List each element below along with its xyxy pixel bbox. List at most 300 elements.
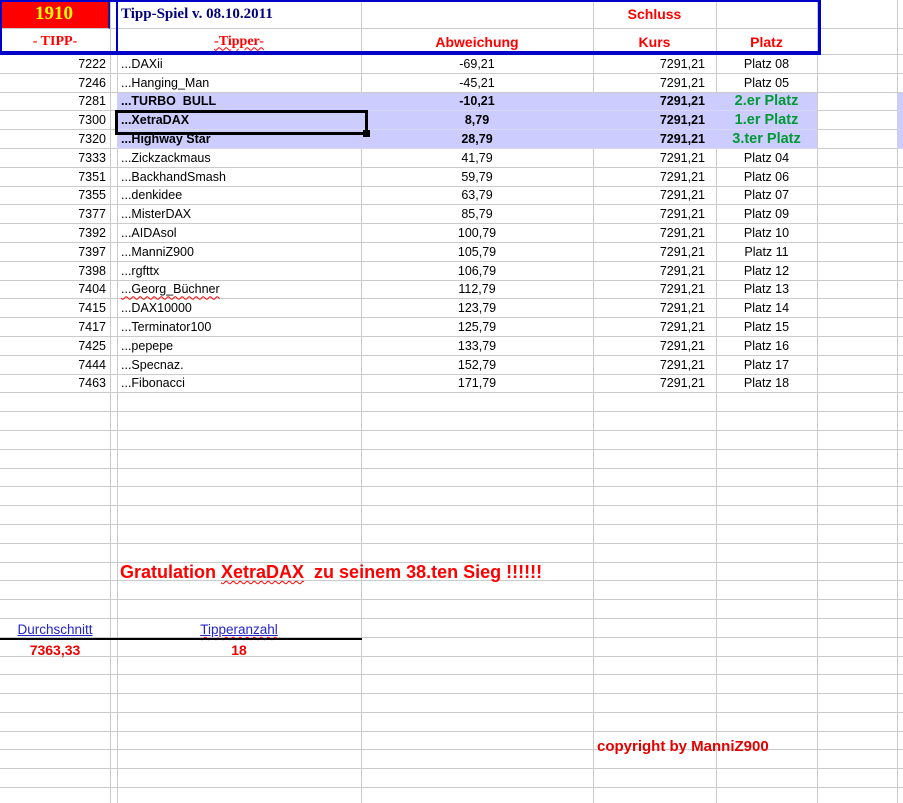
cell-kurs[interactable] — [593, 788, 716, 803]
schluss-label-cell[interactable]: Schluss — [593, 0, 716, 29]
cell-tipp[interactable]: 7377 — [0, 205, 110, 224]
cell-platz[interactable] — [716, 393, 817, 412]
empty-cell[interactable] — [817, 638, 897, 657]
cell-platz[interactable] — [716, 544, 817, 563]
cell-kurs[interactable] — [593, 431, 716, 450]
edge-cell[interactable] — [897, 431, 903, 450]
empty-cell[interactable] — [817, 187, 897, 206]
empty-cell[interactable] — [817, 130, 897, 149]
cell-tipper[interactable] — [117, 450, 361, 469]
edge-cell[interactable] — [897, 111, 903, 130]
edge-cell[interactable] — [897, 506, 903, 525]
cell-tipper[interactable]: ...Fibonacci — [117, 375, 361, 394]
cell-kurs[interactable]: 7291,21 — [593, 281, 716, 300]
cell-tipper[interactable] — [117, 675, 361, 694]
cell-abweichung[interactable]: 171,79 — [361, 375, 593, 394]
column-header-platz[interactable]: Platz — [716, 29, 817, 55]
cell-abweichung[interactable] — [361, 525, 593, 544]
cell-platz[interactable]: Platz 15 — [716, 318, 817, 337]
cell-platz[interactable] — [716, 788, 817, 803]
edge-cell[interactable] — [897, 262, 903, 281]
cell-kurs[interactable]: 7291,21 — [593, 168, 716, 187]
edge-cell[interactable] — [897, 356, 903, 375]
empty-cell[interactable] — [817, 74, 897, 93]
edge-cell[interactable] — [897, 337, 903, 356]
cell-platz[interactable]: Platz 08 — [716, 55, 817, 74]
edge-cell[interactable] — [897, 619, 903, 638]
edge-cell[interactable] — [897, 769, 903, 788]
empty-cell[interactable] — [817, 375, 897, 394]
cell-platz[interactable] — [716, 525, 817, 544]
edge-cell[interactable] — [897, 281, 903, 300]
empty-cell[interactable] — [817, 281, 897, 300]
cell-tipp[interactable]: 7397 — [0, 243, 110, 262]
cell-abweichung[interactable]: 106,79 — [361, 262, 593, 281]
cell-abweichung[interactable] — [361, 487, 593, 506]
cell-abweichung[interactable]: 100,79 — [361, 224, 593, 243]
cell-tipp[interactable]: 7404 — [0, 281, 110, 300]
empty-cell[interactable] — [817, 581, 897, 600]
empty-cell[interactable] — [817, 544, 897, 563]
cell-platz[interactable]: Platz 05 — [716, 74, 817, 93]
cell-platz[interactable] — [716, 657, 817, 676]
cell-abweichung[interactable] — [361, 600, 593, 619]
cell-tipper[interactable]: ...denkidee — [117, 187, 361, 206]
cell-tipp[interactable] — [0, 694, 110, 713]
edge-cell[interactable] — [897, 243, 903, 262]
cell-tipp[interactable] — [0, 450, 110, 469]
cell-platz[interactable] — [716, 469, 817, 488]
spacer-cell[interactable] — [110, 412, 117, 431]
empty-cell[interactable] — [817, 168, 897, 187]
edge-cell[interactable] — [897, 375, 903, 394]
cell-platz[interactable] — [716, 412, 817, 431]
cell-tipper[interactable] — [117, 788, 361, 803]
cell-tipper[interactable]: ...DAXii — [117, 55, 361, 74]
cell-platz[interactable] — [716, 638, 817, 657]
cell-platz[interactable]: Platz 11 — [716, 243, 817, 262]
cell-tipper[interactable]: ...DAX10000 — [117, 299, 361, 318]
cell-tipp[interactable]: 7281 — [0, 93, 110, 112]
edge-cell[interactable] — [897, 581, 903, 600]
edge-cell[interactable] — [897, 732, 903, 751]
empty-cell[interactable] — [817, 675, 897, 694]
spacer-cell[interactable] — [110, 544, 117, 563]
cell-abweichung[interactable]: 123,79 — [361, 299, 593, 318]
empty-cell[interactable] — [817, 318, 897, 337]
empty-cell[interactable] — [817, 111, 897, 130]
cell-abweichung[interactable] — [361, 393, 593, 412]
spacer-cell[interactable] — [110, 619, 117, 638]
empty-cell[interactable] — [897, 29, 903, 55]
cell-platz[interactable] — [716, 619, 817, 638]
cell-platz[interactable] — [716, 431, 817, 450]
cell-abweichung[interactable] — [361, 506, 593, 525]
cell-abweichung[interactable]: 152,79 — [361, 356, 593, 375]
cell-kurs[interactable] — [593, 544, 716, 563]
cell-tipp[interactable]: 7425 — [0, 337, 110, 356]
cell-abweichung[interactable]: 85,79 — [361, 205, 593, 224]
spacer-cell[interactable] — [110, 356, 117, 375]
cell-tipper[interactable] — [117, 393, 361, 412]
cell-platz[interactable]: Platz 13 — [716, 281, 817, 300]
cell-tipp[interactable] — [0, 525, 110, 544]
cell-kurs[interactable]: 7291,21 — [593, 262, 716, 281]
edge-cell[interactable] — [897, 657, 903, 676]
cell-tipp[interactable] — [0, 750, 110, 769]
column-header-kurs[interactable]: Kurs — [593, 29, 716, 55]
cell-platz[interactable]: 1.er Platz — [716, 111, 817, 130]
cell-tipper[interactable]: ...Specnaz. — [117, 356, 361, 375]
cell-platz[interactable]: Platz 06 — [716, 168, 817, 187]
cell-tipper[interactable] — [117, 600, 361, 619]
empty-cell[interactable] — [817, 769, 897, 788]
cell-tipp[interactable] — [0, 581, 110, 600]
cell-kurs[interactable]: 7291,21 — [593, 111, 716, 130]
cell-tipper[interactable] — [117, 694, 361, 713]
spacer-cell[interactable] — [110, 262, 117, 281]
spacer-cell[interactable] — [110, 750, 117, 769]
cell-tipp[interactable] — [0, 412, 110, 431]
spacer-cell[interactable] — [110, 769, 117, 788]
empty-cell[interactable] — [817, 563, 897, 582]
cell-abweichung[interactable] — [361, 657, 593, 676]
cell-platz[interactable] — [716, 487, 817, 506]
cell-platz[interactable] — [716, 675, 817, 694]
cell-tipper[interactable] — [117, 544, 361, 563]
cell-tipper[interactable]: ...XetraDAX — [117, 111, 361, 130]
cell-tipp[interactable]: 7300 — [0, 111, 110, 130]
cell-kurs[interactable] — [593, 393, 716, 412]
edge-cell[interactable] — [897, 412, 903, 431]
empty-cell[interactable] — [817, 506, 897, 525]
cell-kurs[interactable] — [593, 450, 716, 469]
spacer-cell[interactable] — [110, 299, 117, 318]
empty-cell[interactable] — [817, 732, 897, 751]
cell-abweichung[interactable]: 63,79 — [361, 187, 593, 206]
sheet-title-cell[interactable]: Tipp-Spiel v. 08.10.2011 — [117, 0, 361, 29]
edge-cell[interactable] — [897, 638, 903, 657]
cell-tipper[interactable] — [117, 506, 361, 525]
cell-abweichung[interactable]: 133,79 — [361, 337, 593, 356]
cell-tipper[interactable] — [117, 657, 361, 676]
edge-cell[interactable] — [897, 487, 903, 506]
spacer-cell[interactable] — [110, 93, 117, 112]
spacer-cell[interactable] — [110, 487, 117, 506]
cell-tipper[interactable]: ...pepepe — [117, 337, 361, 356]
cell-tipp[interactable]: 7444 — [0, 356, 110, 375]
cell-tipp[interactable]: 7463 — [0, 375, 110, 394]
empty-cell[interactable] — [817, 337, 897, 356]
empty-cell[interactable] — [817, 750, 897, 769]
cell-abweichung[interactable] — [361, 469, 593, 488]
cell-tipper[interactable] — [117, 431, 361, 450]
spacer-cell[interactable] — [110, 205, 117, 224]
spacer-cell[interactable] — [110, 713, 117, 732]
cell-tipp[interactable] — [0, 431, 110, 450]
cell-tipper[interactable] — [117, 487, 361, 506]
cell-abweichung[interactable]: 41,79 — [361, 149, 593, 168]
spacer-cell[interactable] — [110, 337, 117, 356]
cell-platz[interactable] — [716, 600, 817, 619]
cell-kurs[interactable]: 7291,21 — [593, 356, 716, 375]
cell-tipper[interactable] — [117, 769, 361, 788]
cell-kurs[interactable]: 7291,21 — [593, 205, 716, 224]
edge-cell[interactable] — [897, 750, 903, 769]
cell-platz[interactable]: Platz 18 — [716, 375, 817, 394]
spacer-cell[interactable] — [110, 657, 117, 676]
edge-cell[interactable] — [897, 55, 903, 74]
empty-cell[interactable] — [817, 412, 897, 431]
column-header-tipper[interactable] — [117, 29, 361, 55]
spacer-cell[interactable] — [110, 525, 117, 544]
cell-platz[interactable] — [716, 581, 817, 600]
spacer-cell[interactable] — [110, 563, 117, 582]
cell-tipp[interactable]: 7320 — [0, 130, 110, 149]
cell-kurs[interactable] — [593, 412, 716, 431]
cell-platz[interactable]: Platz 04 — [716, 149, 817, 168]
cell-abweichung[interactable]: 105,79 — [361, 243, 593, 262]
spacer-cell[interactable] — [110, 450, 117, 469]
edge-cell[interactable] — [897, 694, 903, 713]
spacer-cell[interactable] — [110, 732, 117, 751]
empty-cell[interactable] — [817, 469, 897, 488]
cell-kurs[interactable]: 7291,21 — [593, 74, 716, 93]
cell-kurs[interactable] — [593, 469, 716, 488]
spacer-cell[interactable] — [110, 638, 117, 657]
cell-kurs[interactable] — [593, 769, 716, 788]
cell-platz[interactable]: 2.er Platz — [716, 93, 817, 112]
cell-abweichung[interactable] — [361, 713, 593, 732]
spacer-cell[interactable] — [110, 29, 117, 55]
cell-kurs[interactable]: 7291,21 — [593, 93, 716, 112]
empty-cell[interactable] — [817, 299, 897, 318]
empty-cell[interactable] — [817, 450, 897, 469]
edge-cell[interactable] — [897, 187, 903, 206]
edge-cell[interactable] — [897, 149, 903, 168]
cell-abweichung[interactable] — [361, 694, 593, 713]
cell-kurs[interactable]: 7291,21 — [593, 375, 716, 394]
edge-cell[interactable] — [897, 299, 903, 318]
game-number-cell[interactable]: 1910 — [0, 0, 110, 29]
cell-abweichung[interactable] — [361, 544, 593, 563]
empty-cell[interactable] — [817, 600, 897, 619]
cell-abweichung[interactable]: -45,21 — [361, 74, 593, 93]
spacer-cell[interactable] — [110, 0, 117, 29]
empty-cell[interactable] — [817, 487, 897, 506]
empty-cell[interactable] — [817, 713, 897, 732]
cell-tipp[interactable] — [0, 469, 110, 488]
edge-cell[interactable] — [897, 93, 903, 112]
edge-cell[interactable] — [897, 563, 903, 582]
cell-abweichung[interactable] — [361, 619, 593, 638]
empty-cell[interactable] — [817, 55, 897, 74]
cell-tipp[interactable]: 7417 — [0, 318, 110, 337]
empty-cell[interactable] — [361, 0, 593, 29]
cell-tipper[interactable] — [117, 469, 361, 488]
cell-abweichung[interactable] — [361, 788, 593, 803]
spacer-cell[interactable] — [110, 600, 117, 619]
empty-cell[interactable] — [817, 224, 897, 243]
cell-platz[interactable]: Platz 09 — [716, 205, 817, 224]
empty-cell[interactable] — [817, 619, 897, 638]
edge-cell[interactable] — [897, 788, 903, 803]
spacer-cell[interactable] — [110, 281, 117, 300]
empty-cell[interactable] — [817, 29, 897, 55]
empty-cell[interactable] — [817, 93, 897, 112]
cell-tipper[interactable] — [117, 750, 361, 769]
cell-kurs[interactable]: 7291,21 — [593, 55, 716, 74]
spacer-cell[interactable] — [110, 149, 117, 168]
spacer-cell[interactable] — [110, 111, 117, 130]
empty-cell[interactable] — [817, 149, 897, 168]
cell-kurs[interactable] — [593, 506, 716, 525]
cell-tipp[interactable]: 7351 — [0, 168, 110, 187]
cell-abweichung[interactable] — [361, 412, 593, 431]
cell-abweichung[interactable] — [361, 581, 593, 600]
cell-abweichung[interactable]: -69,21 — [361, 55, 593, 74]
cell-kurs[interactable] — [593, 600, 716, 619]
cell-tipp[interactable] — [0, 657, 110, 676]
cell-platz[interactable]: Platz 17 — [716, 356, 817, 375]
cell-tipp[interactable] — [0, 600, 110, 619]
cell-tipper[interactable] — [117, 581, 361, 600]
cell-tipp[interactable]: 7222 — [0, 55, 110, 74]
cell-kurs[interactable] — [593, 581, 716, 600]
spacer-cell[interactable] — [110, 187, 117, 206]
spacer-cell[interactable] — [110, 243, 117, 262]
spacer-cell[interactable] — [110, 581, 117, 600]
cell-kurs[interactable]: 7291,21 — [593, 224, 716, 243]
cell-platz[interactable]: Platz 14 — [716, 299, 817, 318]
empty-cell[interactable] — [817, 243, 897, 262]
empty-cell[interactable] — [817, 0, 897, 29]
cell-kurs[interactable] — [593, 713, 716, 732]
cell-tipp[interactable]: 7398 — [0, 262, 110, 281]
cell-kurs[interactable]: 7291,21 — [593, 243, 716, 262]
cell-abweichung[interactable]: 59,79 — [361, 168, 593, 187]
empty-cell[interactable] — [817, 694, 897, 713]
cell-kurs[interactable] — [593, 525, 716, 544]
cell-platz[interactable]: 3.ter Platz — [716, 130, 817, 149]
cell-tipp[interactable] — [0, 713, 110, 732]
cell-abweichung[interactable] — [361, 638, 593, 657]
empty-cell[interactable] — [817, 262, 897, 281]
cell-tipper[interactable]: ...Highway Star — [117, 130, 361, 149]
cell-tipper[interactable]: ...BackhandSmash — [117, 168, 361, 187]
cell-platz[interactable]: Platz 12 — [716, 262, 817, 281]
column-header-tipp[interactable]: - TIPP- — [0, 29, 110, 55]
spacer-cell[interactable] — [110, 130, 117, 149]
cell-platz[interactable] — [716, 713, 817, 732]
cell-abweichung[interactable] — [361, 732, 593, 751]
empty-cell[interactable] — [817, 205, 897, 224]
cell-tipp[interactable]: 7355 — [0, 187, 110, 206]
spacer-cell[interactable] — [110, 675, 117, 694]
edge-cell[interactable] — [897, 544, 903, 563]
cell-tipp[interactable] — [0, 788, 110, 803]
cell-tipp[interactable]: 7392 — [0, 224, 110, 243]
spacer-cell[interactable] — [110, 469, 117, 488]
cell-kurs[interactable]: 7291,21 — [593, 299, 716, 318]
cell-platz[interactable] — [716, 506, 817, 525]
cell-tipp[interactable]: 7333 — [0, 149, 110, 168]
edge-cell[interactable] — [897, 130, 903, 149]
cell-kurs[interactable]: 7291,21 — [593, 149, 716, 168]
edge-cell[interactable] — [897, 525, 903, 544]
cell-tipp[interactable]: 7415 — [0, 299, 110, 318]
edge-cell[interactable] — [897, 393, 903, 412]
edge-cell[interactable] — [897, 600, 903, 619]
cell-platz[interactable]: Platz 16 — [716, 337, 817, 356]
spacer-cell[interactable] — [110, 694, 117, 713]
empty-cell[interactable] — [817, 393, 897, 412]
spacer-cell[interactable] — [110, 74, 117, 93]
cell-tipp[interactable] — [0, 769, 110, 788]
cell-tipp[interactable] — [0, 544, 110, 563]
spacer-cell[interactable] — [110, 318, 117, 337]
cell-abweichung[interactable]: 112,79 — [361, 281, 593, 300]
cell-tipper[interactable]: ...Hanging_Man — [117, 74, 361, 93]
cell-platz[interactable] — [716, 694, 817, 713]
cell-kurs[interactable] — [593, 657, 716, 676]
cell-platz[interactable]: Platz 10 — [716, 224, 817, 243]
cell-tipper[interactable]: ...Terminator100 — [117, 318, 361, 337]
cell-kurs[interactable] — [593, 619, 716, 638]
edge-cell[interactable] — [897, 713, 903, 732]
edge-cell[interactable] — [897, 205, 903, 224]
edge-cell[interactable] — [897, 168, 903, 187]
cell-kurs[interactable]: 7291,21 — [593, 318, 716, 337]
cell-abweichung[interactable]: 125,79 — [361, 318, 593, 337]
cell-tipper[interactable]: ...TURBO BULL — [117, 93, 361, 112]
cell-tipper[interactable]: ...MisterDAX — [117, 205, 361, 224]
empty-cell[interactable] — [817, 431, 897, 450]
cell-tipper[interactable]: ...rgfttx — [117, 262, 361, 281]
cell-kurs[interactable] — [593, 694, 716, 713]
cell-platz[interactable] — [716, 769, 817, 788]
cell-tipp[interactable] — [0, 393, 110, 412]
empty-cell[interactable] — [817, 525, 897, 544]
cell-kurs[interactable]: 7291,21 — [593, 130, 716, 149]
cell-abweichung[interactable] — [361, 750, 593, 769]
cell-kurs[interactable]: 7291,21 — [593, 187, 716, 206]
spacer-cell[interactable] — [110, 506, 117, 525]
cell-abweichung[interactable]: 28,79 — [361, 130, 593, 149]
spacer-cell[interactable] — [110, 431, 117, 450]
edge-cell[interactable] — [897, 224, 903, 243]
cell-kurs[interactable] — [593, 487, 716, 506]
cell-tipp[interactable] — [0, 563, 110, 582]
empty-cell[interactable] — [897, 0, 903, 29]
cell-tipp[interactable] — [0, 732, 110, 751]
cell-kurs[interactable] — [593, 675, 716, 694]
cell-kurs[interactable] — [593, 563, 716, 582]
cell-tipper[interactable]: ...Zickzackmaus — [117, 149, 361, 168]
cell-tipp[interactable] — [0, 506, 110, 525]
empty-cell[interactable] — [817, 657, 897, 676]
cell-tipp[interactable] — [0, 675, 110, 694]
cell-tipper[interactable] — [117, 732, 361, 751]
empty-cell[interactable] — [716, 0, 817, 29]
cell-tipp[interactable] — [0, 487, 110, 506]
edge-cell[interactable] — [897, 675, 903, 694]
spacer-cell[interactable] — [110, 55, 117, 74]
cell-platz[interactable] — [716, 563, 817, 582]
cell-abweichung[interactable] — [361, 675, 593, 694]
edge-cell[interactable] — [897, 74, 903, 93]
spacer-cell[interactable] — [110, 168, 117, 187]
